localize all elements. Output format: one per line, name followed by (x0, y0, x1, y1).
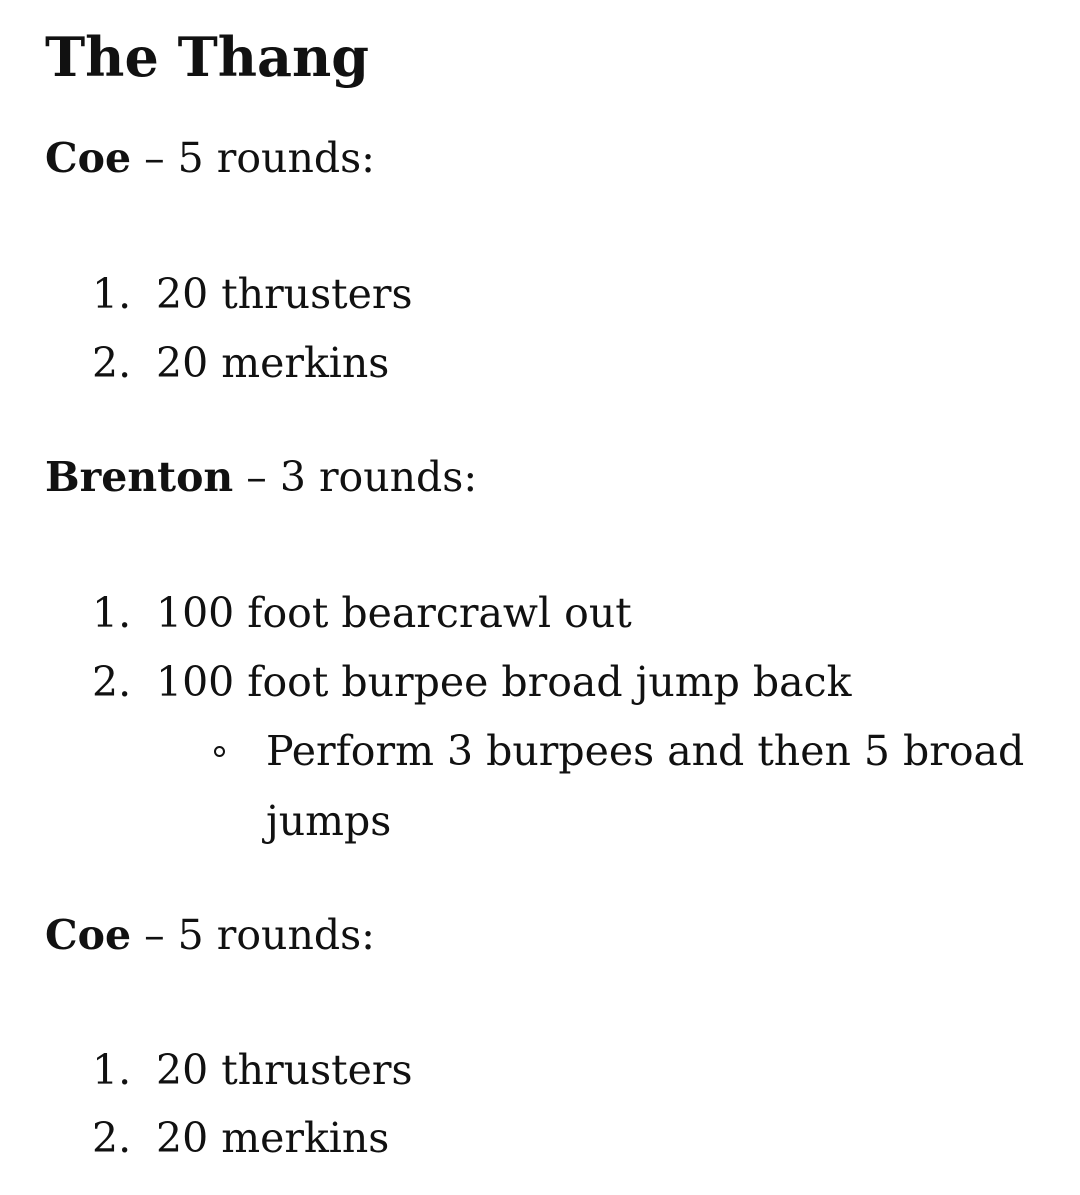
list-item-text: 100 foot bearcrawl out (156, 589, 632, 637)
list-item-text: 20 merkins (156, 1114, 390, 1162)
section-name: Brenton (45, 453, 234, 501)
sub-list-item-text: Perform 3 burpees and then 5 broad jumps (266, 727, 1025, 845)
list-item-number: 1. (92, 589, 132, 637)
section-heading-brenton (45, 449, 477, 505)
section-name: Coe (45, 134, 132, 182)
hollow-bullet-icon (214, 746, 225, 757)
list-item-number: 2. (92, 658, 132, 706)
list-item-number: 2. (92, 1114, 132, 1162)
list-item-number: 1. (92, 270, 132, 318)
list-item-number: 1. (92, 1046, 132, 1094)
section-rounds: – 5 rounds: (144, 911, 375, 959)
section-rounds: – 5 rounds: (144, 134, 375, 182)
section-heading-coe-2 (45, 907, 375, 963)
list-item-text: 20 thrusters (156, 270, 413, 318)
page-title: The Thang (45, 25, 370, 89)
list-item-text: 100 foot burpee broad jump back (156, 658, 852, 706)
section-rounds: – 3 rounds: (246, 453, 478, 501)
section-name: Coe (45, 911, 132, 959)
list-item-text: 20 merkins (156, 339, 390, 387)
section-heading-coe-1 (45, 130, 375, 186)
list-item-number: 2. (92, 339, 132, 387)
list-item-text: 20 thrusters (156, 1046, 413, 1094)
